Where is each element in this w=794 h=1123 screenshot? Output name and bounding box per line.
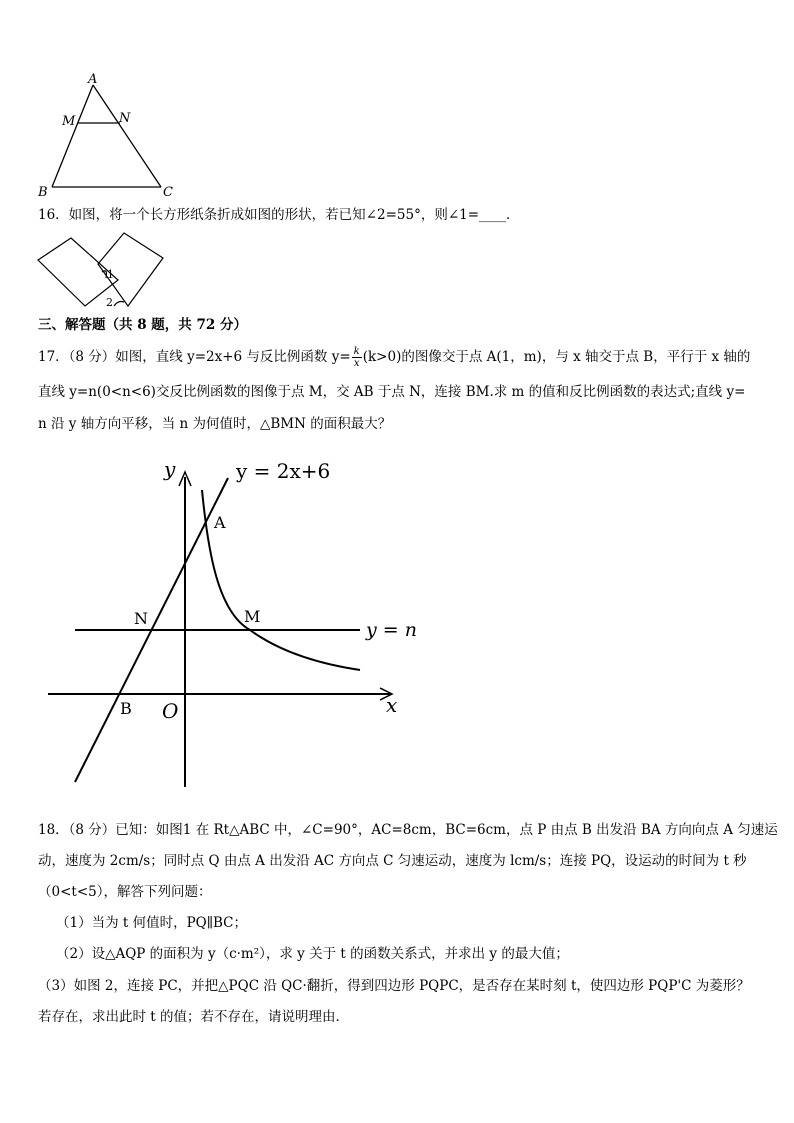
label-c: C bbox=[163, 185, 173, 200]
label-a: A bbox=[88, 72, 98, 87]
label-m: M bbox=[62, 114, 76, 129]
q17-line1-b: (k>0)的图像交于点 A(1，m)，与 x 轴交于点 B，平行于 x 轴的 bbox=[362, 349, 751, 365]
point-a-label: A bbox=[214, 513, 226, 532]
triangle-figure bbox=[30, 72, 190, 202]
folded-strip-figure bbox=[36, 228, 166, 313]
question-18-part1: （1）当为 t 何值时，PQ∥BC； bbox=[56, 915, 247, 931]
question-18-line2: 动，速度为 2cm/s；同时点 Q 由点 A 出发沿 AC 方向点 C 匀速运动，速度为 lcm/s；连接 PQ，设运动的时间为 t 秒 bbox=[38, 853, 747, 869]
point-n-label: N bbox=[134, 609, 148, 628]
frac-den: x bbox=[353, 358, 360, 369]
angle-2-arc bbox=[114, 302, 124, 307]
q17-line1-a: 17．（8 分）如图，直线 y=2x+6 与反比例函数 y= bbox=[38, 349, 351, 365]
origin-label: O bbox=[162, 699, 179, 723]
angle-1-label: 1 bbox=[107, 268, 114, 281]
label-n: N bbox=[119, 111, 131, 126]
point-m-label: M bbox=[244, 607, 261, 626]
side-ac bbox=[93, 85, 161, 187]
point-b-label: B bbox=[120, 699, 132, 718]
section-3-header: 三、解答题（共 8 题，共 72 分） bbox=[38, 317, 247, 333]
frac-num: k bbox=[353, 346, 360, 357]
angle-2-label: 2 bbox=[106, 296, 113, 309]
label-b: B bbox=[38, 185, 48, 200]
x-axis-label: x bbox=[386, 693, 398, 717]
question-18-part3-a: （3）如图 2，连接 PC，并把△PQC 沿 QC·翻折，得到四边形 PQPC，是否存在某时刻 t，使四边形 PQP'C 为菱形？ bbox=[38, 978, 750, 994]
function-graph bbox=[40, 452, 420, 797]
side-ab bbox=[52, 85, 93, 187]
question-18-part2: （2）设△AQP 的面积为 y（c·m²），求 y 关于 t 的函数关系式，并求出 y 的最大值； bbox=[56, 946, 569, 962]
question-17-line1 bbox=[38, 346, 750, 369]
question-17-line3: n 沿 y 轴方向平移，当 n 为何值时，△BMN 的面积最大？ bbox=[38, 416, 392, 432]
question-17-line2: 直线 y=n(0<n<6)交反比例函数的图像于点 M，交 AB 于点 N，连接 BM.求 m 的值和反比例函数的表达式;直线 y= bbox=[38, 384, 746, 400]
hyperbola-curve bbox=[202, 490, 360, 670]
question-18-line3: （0<t<5），解答下列问题： bbox=[38, 884, 212, 900]
question-18-part3-b: 若存在，求出此时 t 的值；若不存在，请说明理由． bbox=[38, 1009, 350, 1025]
line-equation-label: y = 2x+6 bbox=[236, 459, 331, 483]
y-axis-label: y bbox=[164, 457, 176, 481]
question-18-line1: 18．（8 分）已知：如图1 在 Rt△ABC 中，∠C=90°，AC=8cm，BC=6cm，点 P 由点 B 出发沿 BA 方向向点 A 匀速运 bbox=[38, 822, 778, 838]
fraction-k-over-x bbox=[352, 346, 362, 369]
question-16: 16．如图，将一个长方形纸条折成如图的形状，若已知∠2=55°，则∠1=____． bbox=[38, 207, 520, 223]
y-n-label: y = n bbox=[366, 619, 417, 641]
